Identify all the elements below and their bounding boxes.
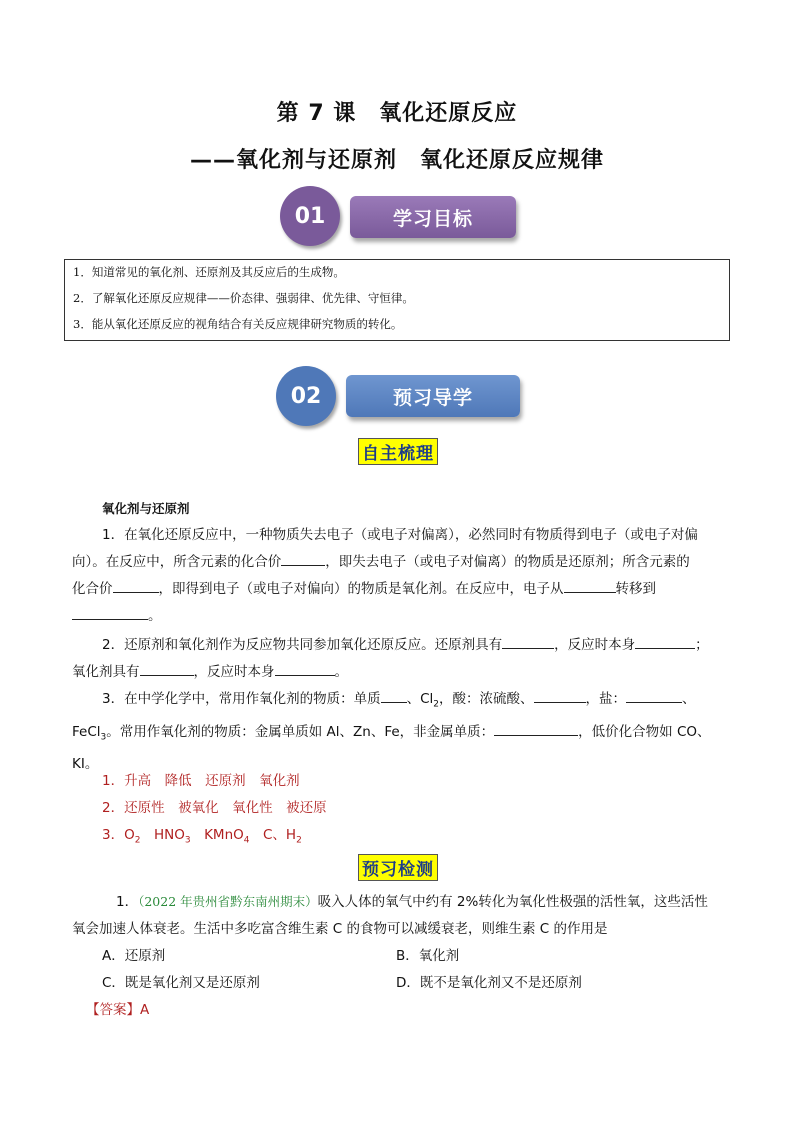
text: ，反应时本身: [193, 664, 275, 680]
question-source: （2022 年贵州省黔东南州期末）: [138, 894, 318, 909]
text-line: [72, 719, 742, 752]
answer-line: 2．还原性 被氧化 氧化性 被还原: [102, 800, 327, 816]
section-number-badge: [280, 186, 340, 246]
objective-item: 2．了解氧化还原反应规律——价态律、强弱律、优先律、守恒律。: [73, 291, 414, 305]
text-line: [72, 549, 732, 576]
fill-blank: [381, 688, 407, 703]
text: ，低价化合物如 CO、: [578, 723, 711, 740]
text: HNO: [140, 827, 185, 843]
text-line: [72, 603, 732, 630]
text: 氧化剂具有: [72, 664, 140, 680]
text: 吸入人体的氧气中约有 2%转化为氧化性极强的活性氧，这些活性: [317, 894, 708, 910]
subscript: 2: [134, 835, 141, 846]
section-label-objectives: [350, 196, 516, 238]
section-label-preview: [346, 375, 520, 417]
answers: [102, 768, 327, 855]
topic-heading: 氧化剂与还原剂: [102, 501, 190, 516]
text: 。常用作氧化剂的物质：金属单质如 Al、Zn、Fe，非金属单质：: [106, 723, 495, 740]
subscript: 2: [433, 699, 440, 710]
text: 。: [148, 608, 162, 624]
option-c: C．既是氧化剂又是还原剂: [102, 975, 260, 991]
fill-blank: [72, 605, 148, 620]
text-line: KI。: [72, 756, 99, 773]
fill-blank: [494, 721, 578, 736]
question-line: 氧会加速人体衰老。生活中多吃富含维生素 C 的食物可以减缓衰老，则维生素 C 的作用是: [72, 921, 608, 937]
answer-line: 1．升高 降低 还原剂 氧化剂: [102, 773, 300, 789]
option-d: D．既不是氧化剂又不是还原剂: [396, 975, 582, 991]
text-line: [72, 632, 742, 659]
text: 、: [682, 691, 696, 707]
answer: [86, 997, 149, 1024]
section-label-text: 学习目标: [392, 207, 473, 230]
fill-blank: [502, 634, 554, 649]
section-number-badge: [276, 366, 336, 426]
subscript: 4: [243, 835, 250, 846]
text: KMnO: [190, 827, 244, 843]
lesson-title: 第 7 课 氧化还原反应: [276, 101, 518, 126]
answer-line: [102, 822, 327, 855]
section-label-text: 预习导学: [392, 386, 473, 409]
text-line: [72, 659, 742, 686]
objective-item: 1．知道常见的氧化剂、还原剂及其反应后的生成物。: [73, 265, 345, 279]
text-line: [72, 686, 742, 719]
self-study-tag: 自主梳理: [358, 438, 438, 465]
fill-blank: [281, 551, 325, 566]
text: 2．还原剂和氧化剂作为反应物共同参加氧化还原反应。还原剂具有: [102, 637, 503, 653]
text: 、Cl: [406, 691, 434, 707]
fill-blank: [626, 688, 682, 703]
preview-check-tag: 预习检测: [358, 854, 438, 881]
text-line: [72, 576, 732, 603]
text: ；: [695, 637, 709, 653]
section-number: 02: [290, 383, 322, 409]
lesson-subtitle: ——氧化剂与还原剂 氧化还原反应规律: [189, 148, 604, 173]
text: 转移到: [615, 581, 656, 597]
fill-blank: [113, 578, 159, 593]
objectives-box: [64, 259, 730, 341]
paragraph-1: [72, 522, 732, 630]
text: ，反应时本身: [554, 637, 636, 653]
text: 向）。在反应中，所含元素的化合价: [72, 554, 282, 570]
paragraph-3: [72, 686, 742, 778]
text: ，即失去电子（或电子对偏离）的物质是还原剂；所含元素的: [325, 554, 690, 570]
option-b: B．氧化剂: [396, 948, 460, 964]
fill-blank: [275, 661, 335, 676]
text-line: 1．在氧化还原反应中，一种物质失去电子（或电子对偏离），必然同时有物质得到电子（或电子对偏: [102, 527, 698, 543]
text: ，即得到电子（或电子对偏向）的物质是氧化剂。在反应中，电子从: [158, 581, 564, 597]
question-1: [72, 888, 742, 943]
fill-blank: [564, 578, 616, 593]
text: ，酸：浓硫酸、: [439, 691, 534, 707]
text: 化合价: [72, 581, 113, 597]
question-line: [72, 888, 742, 916]
answer-value: A: [140, 1002, 150, 1018]
fill-blank: [635, 634, 695, 649]
answer-label: 【答案】: [86, 1002, 140, 1018]
text: C、H: [249, 827, 297, 843]
subscript: 3: [100, 732, 107, 743]
text: FeCl: [72, 723, 101, 740]
question-number: 1．: [116, 894, 139, 910]
section-number: 01: [294, 203, 326, 229]
subscript: 2: [296, 835, 302, 846]
text: ，盐：: [585, 691, 627, 707]
text: 。: [334, 664, 348, 680]
text: 3．在中学化学中，常用作氧化剂的物质：单质: [102, 691, 381, 707]
objective-item: 3．能从氧化还原反应的视角结合有关反应规律研究物质的转化。: [73, 317, 403, 331]
paragraph-2: [72, 632, 742, 686]
text: 3．O: [102, 827, 135, 843]
option-a: A．还原剂: [102, 948, 166, 964]
subscript: 3: [184, 835, 191, 846]
fill-blank: [140, 661, 194, 676]
fill-blank: [534, 688, 586, 703]
